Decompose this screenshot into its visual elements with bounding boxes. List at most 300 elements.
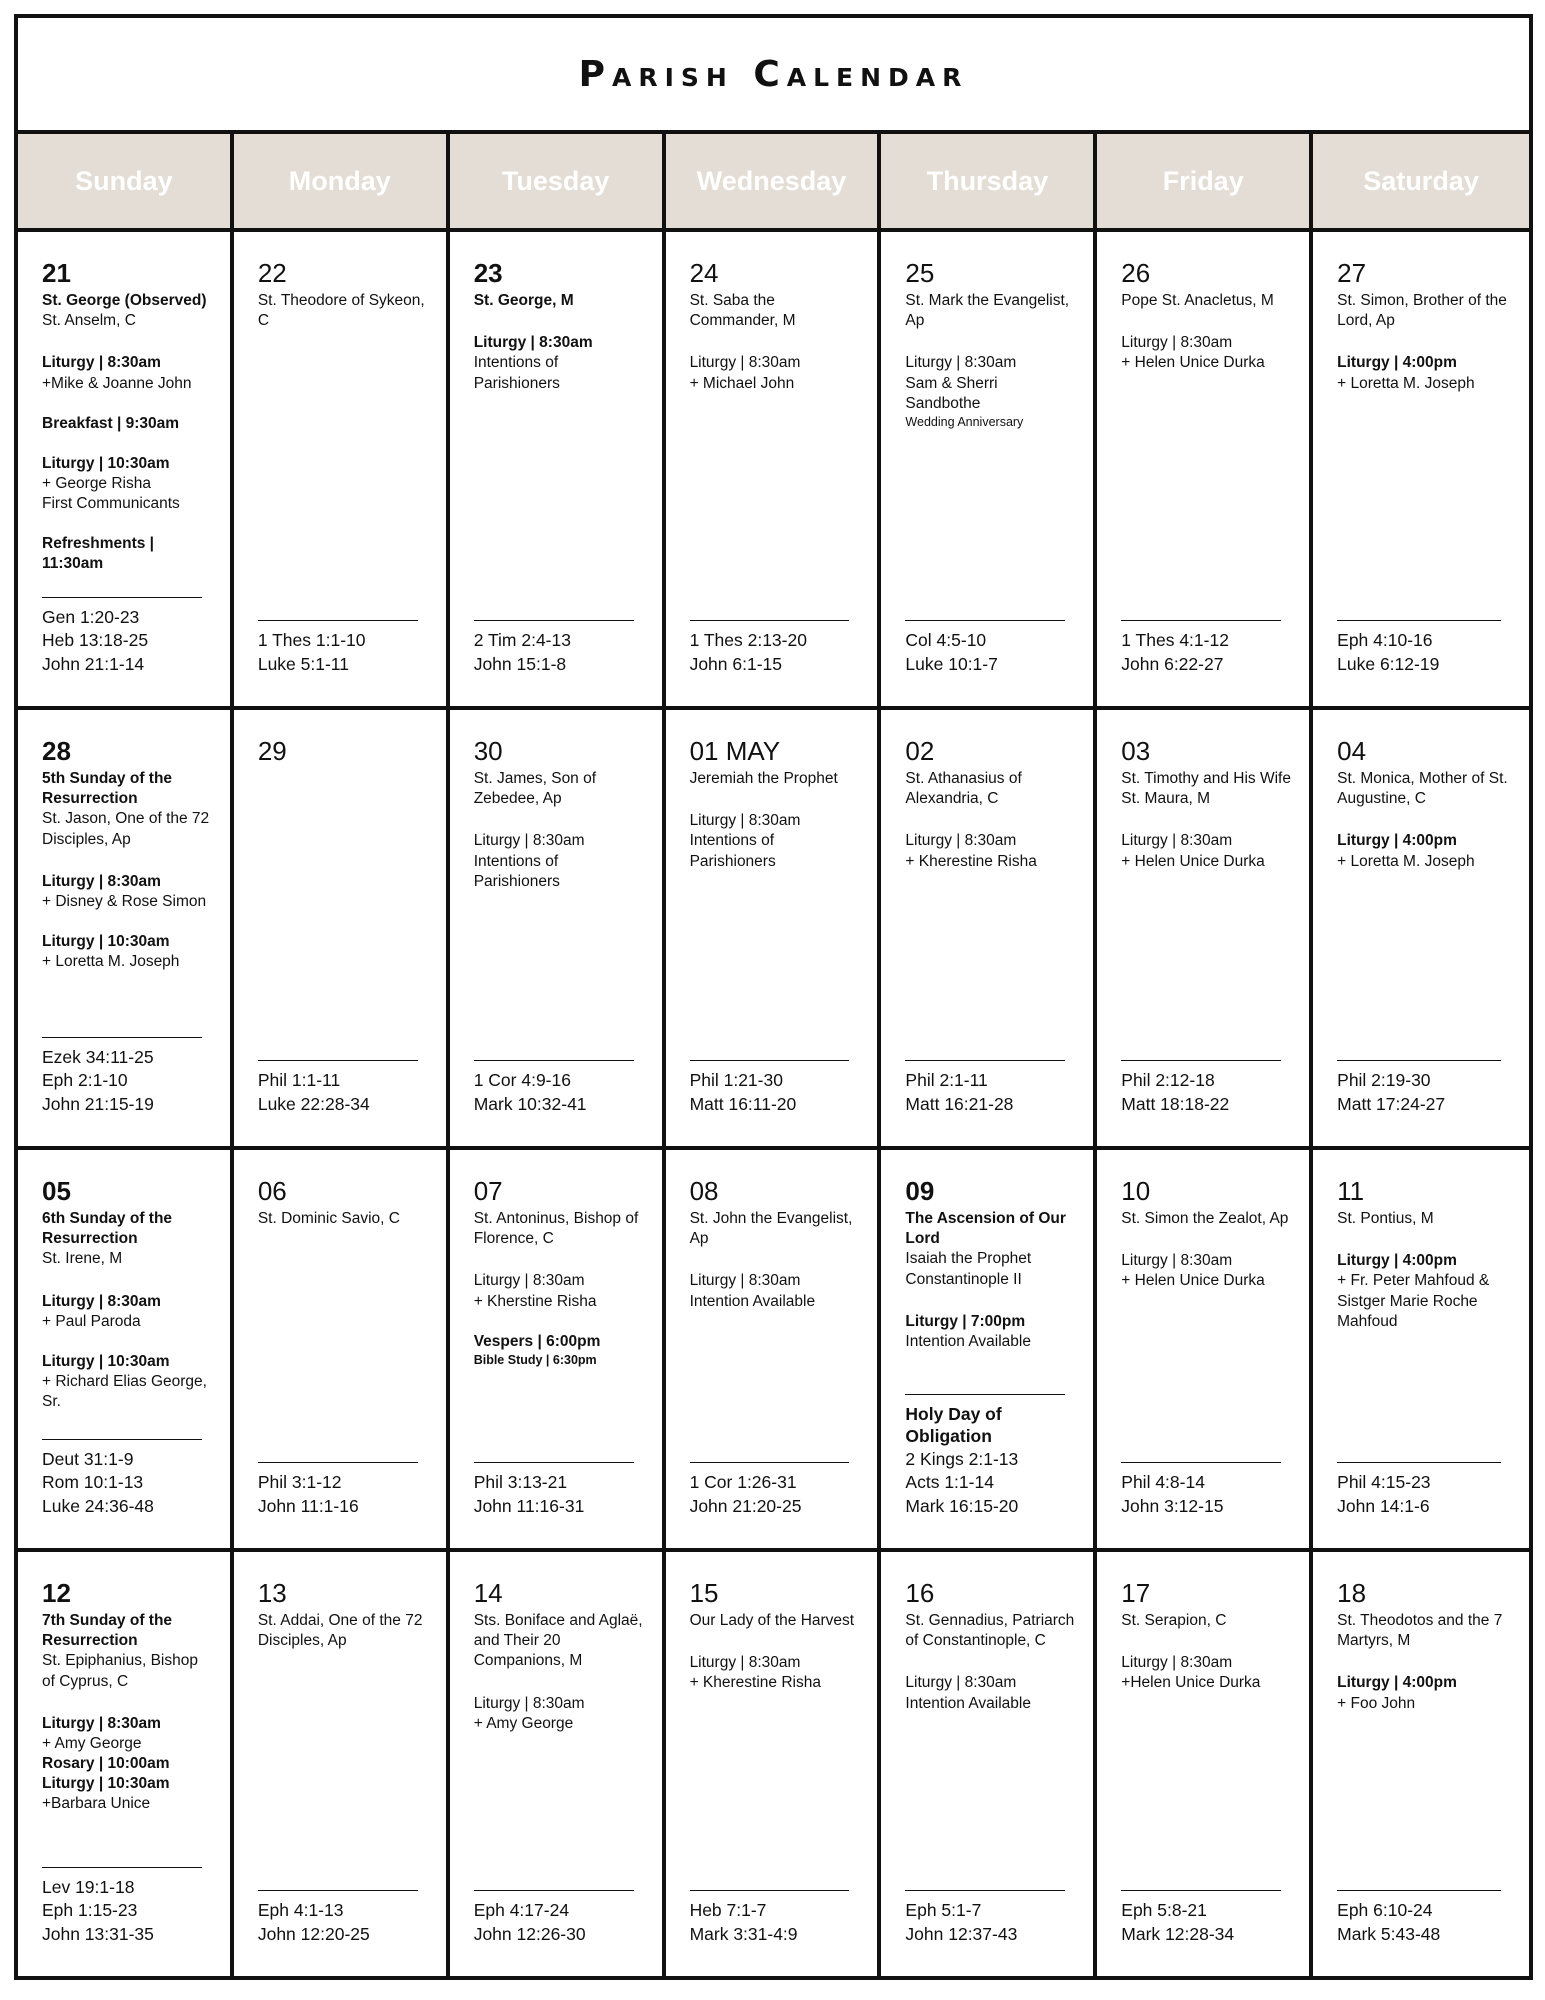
reading: Mark 10:32-41 — [473, 1093, 587, 1114]
reading: Phil 2:1-11 — [905, 1070, 988, 1091]
reading: John 3:12-15 — [1121, 1495, 1224, 1516]
feast-label: St. Theodotos and the 7 Martyrs, M — [1337, 1612, 1503, 1650]
weekday-header-wednesday: Wednesday — [666, 134, 882, 228]
reading: 1 Thes 4:1-12 — [1121, 630, 1229, 651]
event-detail: + Richard Elias George, Sr. — [42, 1373, 207, 1411]
week-row — [18, 1552, 1529, 1976]
event-detail: + Amy George — [42, 1734, 142, 1752]
day-cell — [666, 710, 882, 1146]
day-number: 23 — [473, 258, 503, 288]
page-title: Parish Calendar — [578, 53, 969, 95]
day-cell — [881, 710, 1097, 1146]
event-title: Liturgy | 10:30am — [42, 1775, 170, 1793]
event — [690, 353, 860, 393]
day-number: 10 — [1121, 1176, 1151, 1206]
feast-label: 7th Sunday of the Resurrection — [42, 1612, 173, 1650]
readings-block — [690, 620, 850, 676]
feast-label: St. Athanasius of Alexandria, C — [905, 770, 1022, 808]
event-list — [690, 1271, 860, 1311]
reading: Col 4:5-10 — [905, 630, 987, 651]
event — [42, 454, 212, 514]
feast-label: St. Timothy and His Wife St. Maura, M — [1121, 770, 1291, 808]
event — [42, 353, 212, 393]
event-title: Liturgy | 8:30am — [689, 354, 801, 372]
day-number: 25 — [905, 258, 935, 288]
day-cell — [234, 1150, 450, 1548]
reading: 2 Tim 2:4-13 — [473, 630, 571, 651]
feast-label: St. James, Son of Zebedee, Ap — [473, 770, 597, 808]
event-list — [474, 1271, 644, 1368]
day-cell — [450, 232, 666, 706]
day-cell — [450, 1150, 666, 1548]
feast-label: St. Gennadius, Patriarch of Constantinople, C — [905, 1612, 1075, 1650]
reading: Gen 1:20-23 — [42, 607, 140, 628]
reading: Eph 4:1-13 — [257, 1900, 344, 1921]
event — [42, 414, 212, 434]
reading: Phil 2:12-18 — [1121, 1070, 1215, 1091]
event-title: Liturgy | 8:30am — [689, 1272, 801, 1290]
event-title: Liturgy | 8:30am — [473, 1272, 585, 1290]
event — [1121, 831, 1291, 871]
event-note: Wedding Anniversary — [905, 414, 1024, 429]
event-detail: +Mike & Joanne John — [42, 374, 192, 392]
event-detail: Intention Available — [905, 1332, 1031, 1350]
readings-block — [690, 1060, 850, 1116]
event — [1337, 831, 1511, 871]
feast-label: St. Simon the Zealot, Ap — [1121, 1210, 1289, 1228]
event-detail: Sam & Sherri Sandbothe — [905, 374, 998, 412]
event — [905, 831, 1075, 871]
day-number: 24 — [689, 258, 719, 288]
day-number: 18 — [1337, 1578, 1367, 1608]
day-number: 16 — [905, 1578, 935, 1608]
calendar-frame — [14, 14, 1533, 1980]
event-title: Liturgy | 8:30am — [42, 354, 161, 372]
readings-block — [258, 1890, 418, 1946]
event-list — [1337, 353, 1511, 393]
reading: John 6:1-15 — [689, 653, 782, 674]
event — [474, 831, 644, 891]
reading: Matt 17:24-27 — [1337, 1093, 1446, 1114]
readings-block — [1121, 1890, 1281, 1946]
reading: Eph 5:8-21 — [1121, 1900, 1207, 1921]
readings-block — [474, 1890, 634, 1946]
event-detail: + Kherstine Risha — [473, 1292, 597, 1310]
day-number: 30 — [473, 736, 503, 766]
weekday-header-thursday: Thursday — [881, 134, 1097, 228]
event — [1337, 1251, 1511, 1332]
feast-label: St. Monica, Mother of St. Augustine, C — [1337, 770, 1508, 808]
feast-label: St. John the Evangelist, Ap — [689, 1210, 853, 1248]
event-title: Liturgy | 8:30am — [473, 334, 593, 352]
weekday-header-monday: Monday — [234, 134, 450, 228]
reading: Phil 2:19-30 — [1337, 1070, 1431, 1091]
day-number: 17 — [1121, 1578, 1151, 1608]
event-list — [1337, 1673, 1511, 1713]
feast-label: Isaiah the Prophet — [905, 1250, 1032, 1268]
day-number: 02 — [905, 736, 935, 766]
feast-label: The Ascension of Our Lord — [905, 1210, 1066, 1248]
event — [42, 1774, 212, 1814]
event — [474, 1271, 644, 1311]
reading: 2 Kings 2:1-13 — [905, 1449, 1019, 1470]
event-detail: + Helen Unice Durka — [1121, 354, 1265, 372]
readings-block — [905, 1890, 1065, 1946]
feast-label: St. Theodore of Sykeon, C — [257, 292, 425, 330]
day-number: 03 — [1121, 736, 1151, 766]
event-title: Liturgy | 8:30am — [473, 832, 585, 850]
event-detail: + Helen Unice Durka — [1121, 852, 1265, 870]
event-detail: + Loretta M. Joseph — [42, 953, 180, 971]
readings-block — [1337, 1462, 1501, 1518]
feast-label: St. Jason, One of the 72 Disciples, Ap — [42, 810, 210, 848]
event-detail: First Communicants — [42, 495, 180, 513]
reading: John 15:1-8 — [473, 653, 567, 674]
reading: Rom 10:1-13 — [42, 1472, 144, 1493]
reading: John 11:1-16 — [257, 1495, 359, 1516]
feast-label: St. Anselm, C — [42, 312, 136, 330]
event-list — [690, 811, 860, 871]
readings-block — [42, 1867, 202, 1946]
reading: Luke 22:28-34 — [257, 1093, 370, 1114]
feast-label: St. Simon, Brother of the Lord, Ap — [1337, 292, 1507, 330]
feast-label: St. Pontius, M — [1337, 1210, 1434, 1228]
event-list — [1121, 831, 1291, 871]
day-cell — [234, 232, 450, 706]
day-cell — [18, 1150, 234, 1548]
event — [42, 1754, 212, 1774]
event-detail: Intention Available — [905, 1694, 1031, 1712]
day-cell — [18, 1552, 234, 1976]
event-detail: + Disney & Rose Simon — [42, 892, 207, 910]
feast-label: St. George, M — [473, 292, 574, 310]
reading: Lev 19:1-18 — [42, 1877, 135, 1898]
feast-label: 5th Sunday of the Resurrection — [42, 770, 173, 808]
reading: 1 Cor 4:9-16 — [473, 1070, 571, 1091]
event-list — [1121, 1653, 1291, 1693]
day-number: 12 — [42, 1578, 71, 1608]
event — [474, 333, 644, 393]
readings-block — [258, 1462, 418, 1518]
readings-block — [690, 1462, 850, 1518]
event — [690, 1653, 860, 1693]
day-number: 29 — [257, 736, 287, 766]
readings-block — [1337, 1890, 1501, 1946]
day-cell — [666, 1552, 882, 1976]
event-list — [690, 1653, 860, 1693]
readings-block — [1121, 1060, 1281, 1116]
week-row — [18, 710, 1529, 1150]
readings-block — [905, 620, 1065, 676]
event-list — [42, 872, 212, 973]
readings-block — [42, 1037, 202, 1116]
day-number: 15 — [689, 1578, 719, 1608]
event — [42, 534, 212, 574]
event-detail: + Paul Paroda — [42, 1312, 141, 1330]
day-number: 22 — [257, 258, 287, 288]
event — [690, 811, 860, 871]
day-number: 13 — [257, 1578, 287, 1608]
readings-block — [42, 597, 202, 676]
day-cell — [1313, 232, 1529, 706]
reading: John 6:22-27 — [1121, 653, 1224, 674]
feast-label: St. Dominic Savio, C — [257, 1210, 400, 1228]
reading: John 12:20-25 — [257, 1923, 370, 1944]
weekday-header-saturday: Saturday — [1363, 165, 1479, 196]
event — [42, 1714, 212, 1754]
event-title: Liturgy | 8:30am — [1121, 334, 1233, 352]
readings-block — [905, 1060, 1065, 1116]
day-number: 14 — [473, 1578, 503, 1608]
event-title: Liturgy | 4:00pm — [1337, 1252, 1457, 1270]
reading: Deut 31:1-9 — [42, 1449, 134, 1470]
reading: Luke 6:12-19 — [1337, 653, 1440, 674]
event-list — [1121, 1251, 1291, 1291]
reading: Luke 24:36-48 — [42, 1495, 154, 1516]
reading: Acts 1:1-14 — [905, 1472, 994, 1493]
event-title: Liturgy | 8:30am — [1121, 1654, 1233, 1672]
readings-block — [1337, 620, 1501, 676]
event-list — [1121, 333, 1291, 373]
event-title: Liturgy | 8:30am — [905, 1674, 1017, 1692]
day-cell — [881, 1150, 1097, 1548]
event-list — [1337, 831, 1511, 871]
reading: Mark 5:43-48 — [1337, 1923, 1441, 1944]
day-number: 09 — [905, 1176, 935, 1206]
day-cell — [666, 232, 882, 706]
day-number: 04 — [1337, 736, 1367, 766]
feast-label: Constantinople II — [905, 1270, 1022, 1288]
event-detail: Intentions of Parishioners — [689, 832, 776, 870]
day-number: 06 — [257, 1176, 287, 1206]
reading: Phil 1:1-11 — [257, 1070, 341, 1091]
event-list — [474, 831, 644, 891]
event-detail: + Loretta M. Joseph — [1337, 852, 1475, 870]
reading: Phil 1:21-30 — [689, 1070, 783, 1091]
reading: Heb 13:18-25 — [42, 630, 149, 651]
event-title: Vespers | 6:00pm — [473, 1332, 601, 1350]
readings-block — [1121, 1462, 1281, 1518]
day-cell — [1313, 1552, 1529, 1976]
feast-label: Sts. Boniface and Aglaë, and Their 20 Companions, M — [473, 1612, 643, 1670]
feast-label: Jeremiah the Prophet — [689, 770, 838, 788]
readings-block — [474, 1462, 634, 1518]
reading: Matt 16:11-20 — [689, 1093, 797, 1114]
reading: Eph 6:10-24 — [1337, 1900, 1433, 1921]
event-title: Liturgy | 8:30am — [473, 1694, 585, 1712]
weekday-header-friday: Friday — [1097, 134, 1313, 228]
reading: Phil 3:13-21 — [473, 1472, 568, 1493]
day-number: 26 — [1121, 258, 1151, 288]
event-list — [474, 1694, 644, 1734]
reading: Luke 10:1-7 — [905, 653, 998, 674]
event-detail: Intentions of Parishioners — [473, 852, 560, 890]
feast-label: Pope St. Anacletus, M — [1121, 292, 1274, 310]
readings-block — [258, 620, 418, 676]
weekday-header-row — [18, 134, 1529, 228]
event-title: Liturgy | 8:30am — [42, 1714, 161, 1732]
reading: Matt 18:18-22 — [1121, 1093, 1230, 1114]
event — [1337, 1673, 1511, 1713]
weekday-header-tuesday: Tuesday — [450, 134, 666, 228]
readings-block — [474, 1060, 634, 1116]
event-title: Liturgy | 4:00pm — [1337, 832, 1457, 850]
day-cell — [234, 1552, 450, 1976]
event — [1337, 353, 1511, 393]
reading: Mark 12:28-34 — [1121, 1923, 1235, 1944]
event-list — [42, 1714, 212, 1815]
event-detail: + Helen Unice Durka — [1121, 1272, 1265, 1290]
reading: Eph 4:17-24 — [473, 1900, 570, 1921]
day-number: 07 — [473, 1176, 503, 1206]
event-title: Liturgy | 7:00pm — [905, 1312, 1026, 1330]
readings-block — [690, 1890, 850, 1946]
reading: Phil 4:8-14 — [1121, 1472, 1205, 1493]
feast-label: St. Irene, M — [42, 1250, 123, 1268]
feast-label: 6th Sunday of the Resurrection — [42, 1210, 173, 1248]
event-detail: +Helen Unice Durka — [1121, 1674, 1261, 1692]
event — [1121, 1653, 1291, 1693]
day-cell — [18, 232, 234, 706]
reading: John 21:15-19 — [42, 1093, 154, 1114]
event-title: Liturgy | 8:30am — [905, 354, 1017, 372]
reading: 1 Cor 1:26-31 — [689, 1472, 797, 1493]
event-title: Liturgy | 10:30am — [42, 933, 170, 951]
reading: Ezek 34:11-25 — [42, 1047, 154, 1068]
event-title: Liturgy | 8:30am — [1121, 832, 1233, 850]
readings-block — [258, 1060, 418, 1116]
reading: 1 Thes 1:1-10 — [257, 630, 366, 651]
feast-label: Our Lady of the Harvest — [689, 1612, 855, 1630]
reading: Mark 16:15-20 — [905, 1495, 1019, 1516]
day-cell — [450, 710, 666, 1146]
event-detail: + Foo John — [1337, 1694, 1416, 1712]
event — [1121, 1251, 1291, 1291]
event-detail: +Barbara Unice — [42, 1795, 151, 1813]
event-list — [42, 353, 212, 574]
event — [690, 1271, 860, 1311]
reading: John 21:1-14 — [42, 653, 145, 674]
event — [474, 1694, 644, 1734]
event-title: Liturgy | 8:30am — [42, 1292, 161, 1310]
day-cell — [1097, 232, 1313, 706]
event-title: Liturgy | 4:00pm — [1337, 1674, 1457, 1692]
event-list — [905, 353, 1075, 430]
event — [42, 1292, 212, 1332]
event — [1121, 333, 1291, 373]
day-number: 05 — [42, 1176, 71, 1206]
reading: Eph 1:15-23 — [42, 1900, 138, 1921]
feast-label: St. Serapion, C — [1121, 1612, 1227, 1630]
event-title: Liturgy | 8:30am — [689, 1654, 801, 1672]
event-detail: + Michael John — [689, 374, 795, 392]
day-cell — [234, 710, 450, 1146]
event-note: Bible Study | 6:30pm — [473, 1352, 597, 1367]
reading: Phil 3:1-12 — [257, 1472, 342, 1493]
feast-label: St. George (Observed) — [42, 292, 207, 310]
day-number: 27 — [1337, 258, 1367, 288]
day-number: 01 MAY — [689, 736, 781, 766]
event — [905, 1312, 1075, 1352]
day-cell — [450, 1552, 666, 1976]
feast-label: St. Epiphanius, Bishop of Cyprus, C — [42, 1652, 198, 1690]
event-detail: + George Risha — [42, 475, 151, 493]
event-detail: + Fr. Peter Mahfoud & Sistger Marie Roche Mahfoud — [1337, 1272, 1490, 1330]
reading: John 14:1-6 — [1337, 1495, 1430, 1516]
calendar-grid — [18, 232, 1529, 1976]
event-title: Refreshments | 11:30am — [42, 535, 155, 573]
day-number: 08 — [689, 1176, 719, 1206]
readings-block — [474, 620, 634, 676]
day-cell — [18, 710, 234, 1146]
week-row — [18, 232, 1529, 710]
reading: Eph 4:10-16 — [1337, 630, 1433, 651]
event-detail: + Amy George — [473, 1714, 574, 1732]
feast-label: St. Antoninus, Bishop of Florence, C — [473, 1210, 639, 1248]
day-cell — [881, 1552, 1097, 1976]
event-list — [905, 831, 1075, 871]
event-list — [905, 1673, 1075, 1713]
event-title: Liturgy | 8:30am — [689, 812, 801, 830]
reading: John 12:37-43 — [905, 1923, 1018, 1944]
event-title: Liturgy | 8:30am — [42, 872, 161, 890]
readings-block — [1121, 620, 1281, 676]
event — [42, 1352, 212, 1412]
event-title: Liturgy | 8:30am — [905, 832, 1017, 850]
reading: John 11:16-31 — [473, 1495, 585, 1516]
feast-label: St. Saba the Commander, M — [689, 292, 796, 330]
event-detail: Intention Available — [689, 1292, 816, 1310]
event — [42, 872, 212, 912]
event-list — [1337, 1251, 1511, 1332]
event-detail: + Kherestine Risha — [905, 852, 1037, 870]
reading: Mark 3:31-4:9 — [689, 1923, 798, 1944]
event-detail: + Kherestine Risha — [689, 1674, 821, 1692]
reading: Matt 16:21-28 — [905, 1093, 1014, 1114]
event — [474, 1332, 644, 1368]
reading: Heb 7:1-7 — [689, 1900, 767, 1921]
holy-day-label: Holy Day of Obligation — [905, 1403, 1002, 1447]
reading: Eph 5:1-7 — [905, 1900, 982, 1921]
reading: Phil 4:15-23 — [1337, 1472, 1431, 1493]
event-list — [474, 333, 644, 393]
day-number: 21 — [42, 258, 71, 288]
reading: Luke 5:1-11 — [257, 653, 349, 674]
weekday-header-sunday: Sunday — [18, 134, 234, 228]
event-title: Breakfast | 9:30am — [42, 414, 180, 432]
event — [42, 932, 212, 972]
event-list — [905, 1312, 1075, 1352]
readings-block — [42, 1439, 202, 1518]
reading: Eph 2:1-10 — [42, 1070, 128, 1091]
event-list — [42, 1292, 212, 1413]
readings-block — [1337, 1060, 1501, 1116]
day-number: 28 — [42, 736, 71, 766]
reading: John 21:20-25 — [689, 1495, 802, 1516]
reading: 1 Thes 2:13-20 — [689, 630, 807, 651]
feast-label: St. Mark the Evangelist, Ap — [905, 292, 1070, 330]
event-title: Liturgy | 10:30am — [42, 454, 170, 472]
week-row — [18, 1150, 1529, 1552]
day-cell — [1313, 710, 1529, 1146]
day-cell — [881, 232, 1097, 706]
day-cell — [1097, 710, 1313, 1146]
reading: John 12:26-30 — [473, 1923, 586, 1944]
event-list — [690, 353, 860, 393]
day-cell — [1313, 1150, 1529, 1548]
event-title: Liturgy | 8:30am — [1121, 1252, 1233, 1270]
readings-block — [905, 1394, 1065, 1518]
